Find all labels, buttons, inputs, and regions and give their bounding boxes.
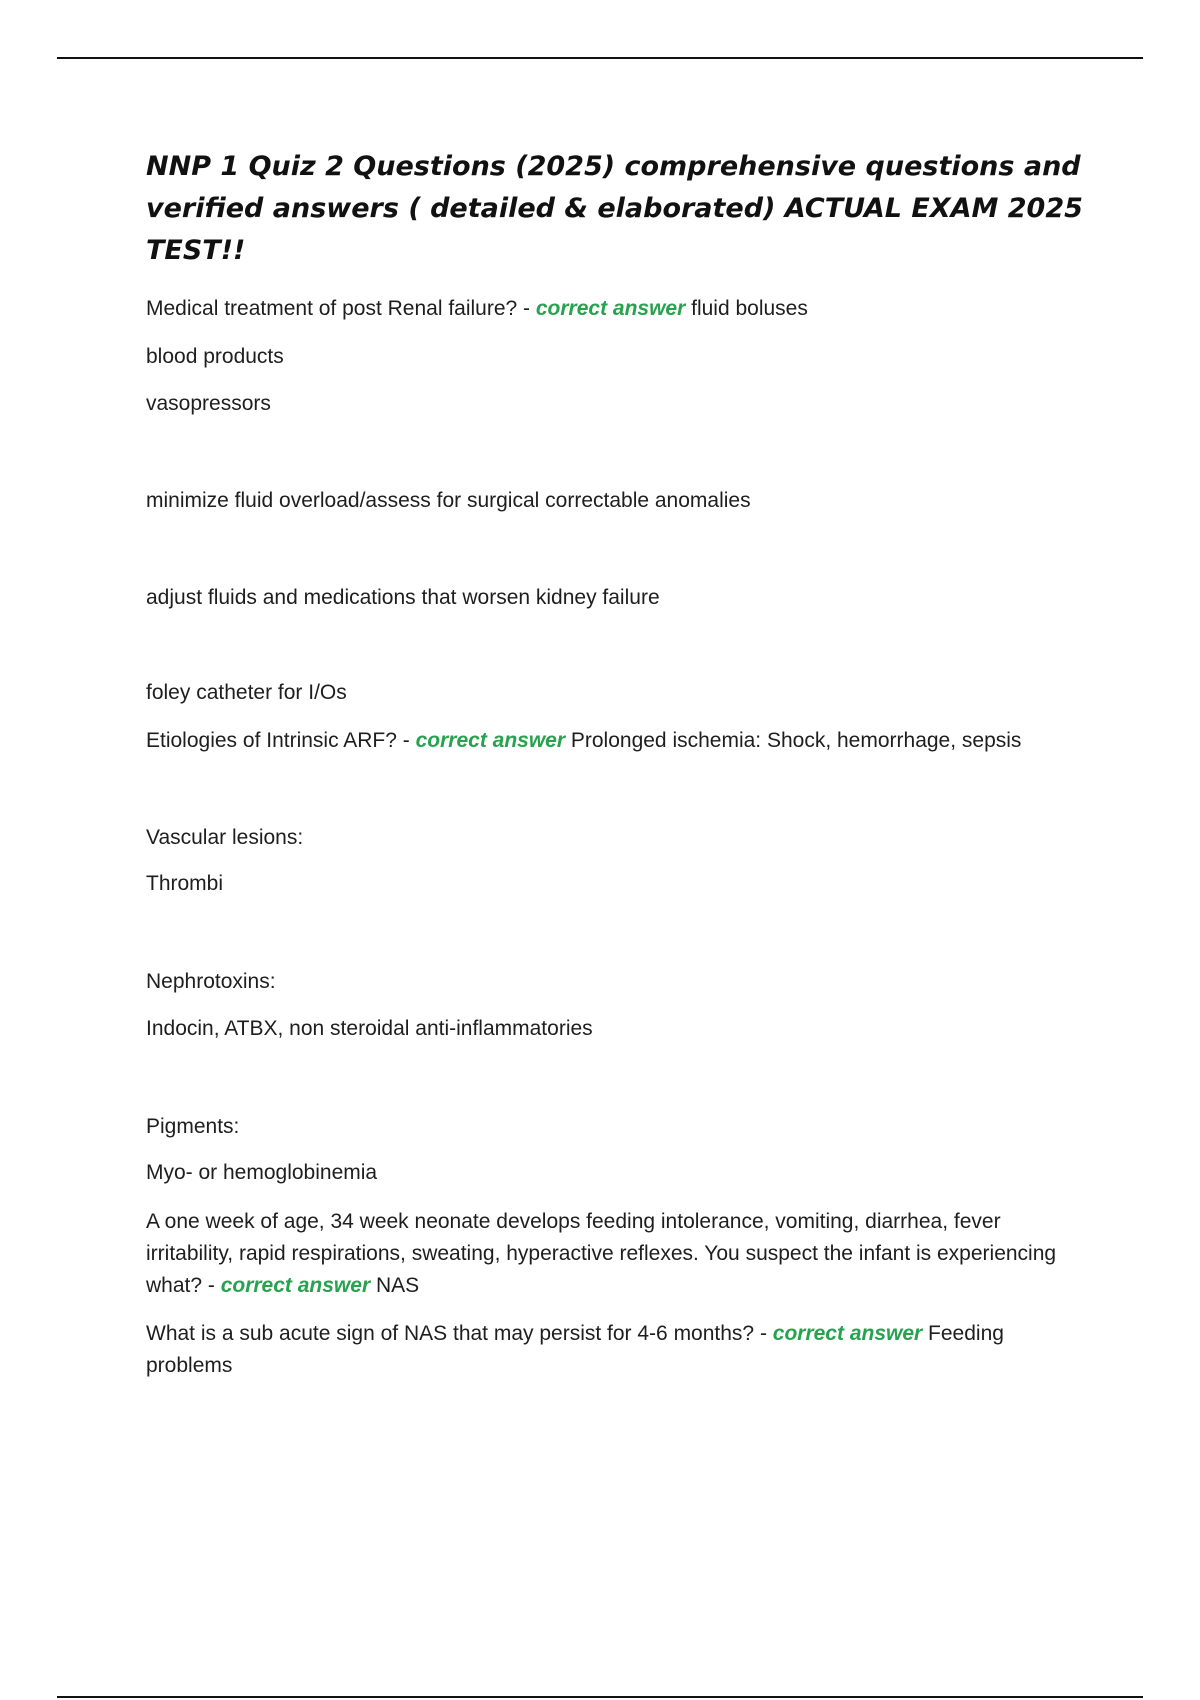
document-title: NNP 1 Quiz 2 Questions (2025) comprehensive questions and verified answers ( detailed & elaborated) ACTUAL EXAM 2025 TEST!!	[146, 151, 1083, 266]
answer-line: Myo- or hemoglobinemia	[146, 1161, 378, 1184]
answer-line: blood products	[146, 345, 284, 368]
question-text: What is a sub acute sign of NAS that may persist for 4-6 months? -	[146, 1322, 773, 1345]
correct-answer-label: correct answer	[415, 729, 566, 752]
answer-line: Indocin, ATBX, non steroidal anti-inflammatories	[146, 1017, 593, 1040]
qa-item-2	[146, 725, 1021, 757]
answer-text: NAS	[370, 1274, 420, 1297]
answer-line: minimize fluid overload/assess for surgical correctable anomalies	[146, 489, 751, 512]
footer-rule	[57, 1696, 1143, 1698]
answer-line: Thrombi	[146, 872, 224, 895]
question-text: Etiologies of Intrinsic ARF? -	[146, 729, 416, 752]
answer-text: fluid boluses	[685, 297, 808, 320]
answer-line: Nephrotoxins:	[146, 970, 276, 993]
answer-line: vasopressors	[146, 392, 271, 415]
answer-text: Prolonged ischemia: Shock, hemorrhage, sepsis	[565, 729, 1022, 752]
correct-answer-label: correct answer	[220, 1274, 371, 1297]
answer-text: Feeding problems	[146, 1322, 1004, 1377]
correct-answer-label: correct answer	[535, 297, 686, 320]
header-rule	[57, 57, 1143, 59]
correct-answer-label: correct answer	[772, 1322, 923, 1345]
question-text: Medical treatment of post Renal failure? -	[146, 297, 536, 320]
qa-item-4	[146, 1318, 1076, 1382]
answer-line: foley catheter for I/Os	[146, 681, 347, 704]
qa-item-1	[146, 293, 808, 325]
answer-line: adjust fluids and medications that worsen kidney failure	[146, 586, 660, 609]
question-text: A one week of age, 34 week neonate develops feeding intolerance, vomiting, diarrhea, fever irritability, rapid respirations, sweating, hyperactive reflexes. You suspect the infant is experiencing what? -	[146, 1210, 1057, 1297]
qa-item-3	[146, 1206, 1076, 1302]
answer-line: Pigments:	[146, 1115, 240, 1138]
answer-line: Vascular lesions:	[146, 826, 304, 849]
